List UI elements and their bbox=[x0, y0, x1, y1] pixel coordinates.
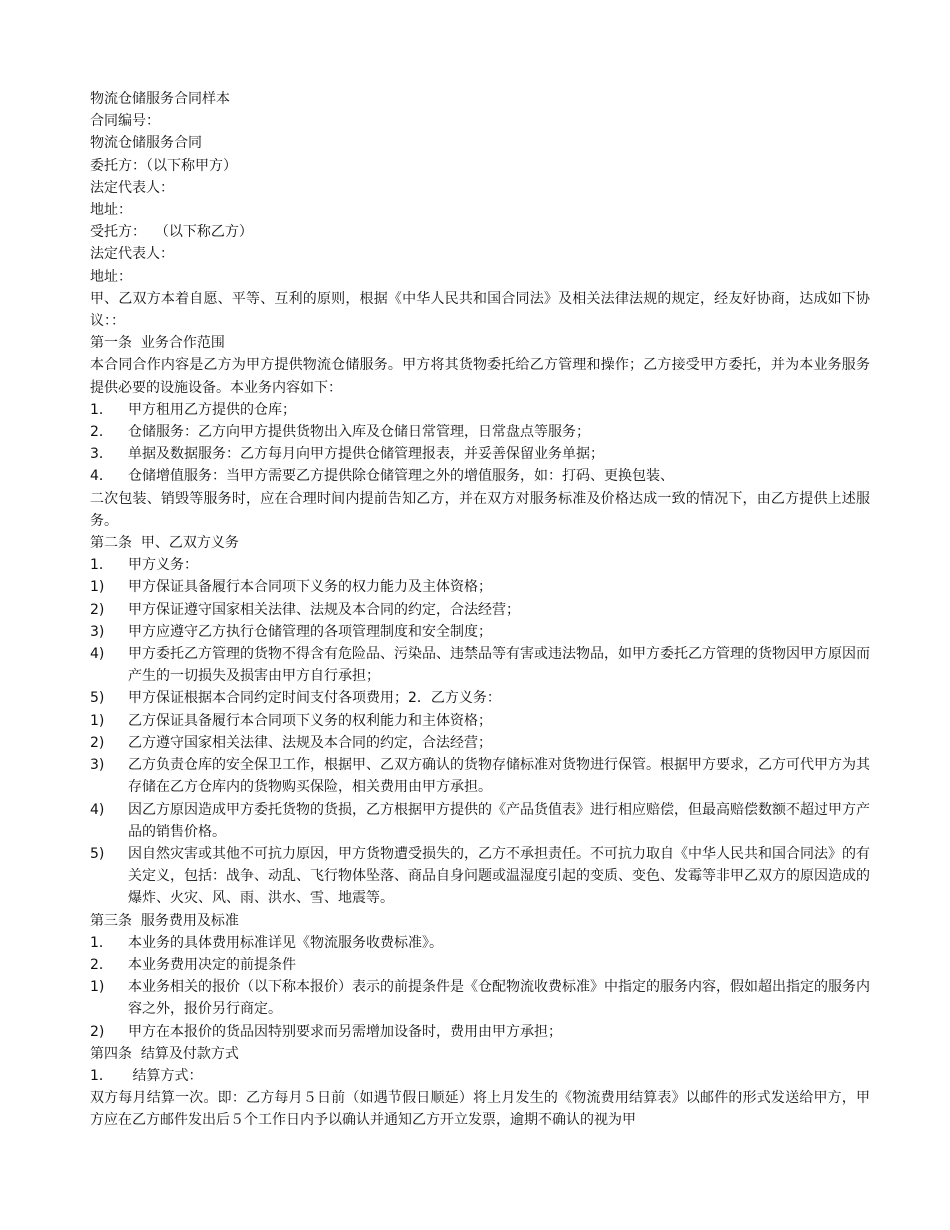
list-text: 单据及数据服务：乙方每月向甲方提供仓储管理报表，并妥善保留业务单据； bbox=[128, 446, 604, 463]
list-item bbox=[90, 1065, 870, 1087]
list-number: 2) bbox=[90, 601, 105, 618]
list-text: 本业务费用决定的前提条件 bbox=[128, 956, 296, 973]
list-number: 5) bbox=[90, 845, 105, 862]
list-number: 2． bbox=[90, 956, 113, 973]
list-item bbox=[90, 621, 870, 643]
party-a-address: 地址： bbox=[90, 202, 132, 219]
list-number: 4) bbox=[90, 646, 105, 663]
list-number: 1) bbox=[90, 979, 105, 996]
list-number: 3． bbox=[90, 446, 113, 463]
list-item bbox=[90, 799, 870, 843]
contract-document bbox=[90, 88, 870, 1132]
list-item bbox=[90, 687, 870, 709]
list-number: 1． bbox=[90, 401, 113, 418]
list-text: 甲方应遵守乙方执行仓储管理的各项管理制度和安全制度； bbox=[128, 623, 492, 640]
article-1-intro: 本合同合作内容是乙方为甲方提供物流仓储服务。甲方将其货物委托给乙方管理和操作；乙方接受甲方委托，并为本业务服务提供必要的设施设备。本业务内容如下： bbox=[90, 357, 870, 396]
list-text: 乙方保证具备履行本合同项下义务的权利能力和主体资格； bbox=[128, 712, 492, 729]
party-b-address: 地址： bbox=[90, 268, 132, 285]
list-text: 因自然灾害或其他不可抗力原因，甲方货物遭受损失的，乙方不承担责任。不可抗力取自《中华人民共和国合同法》的有关定义，包括：战争、动乱、飞行物体坠落、商品自身问题或温湿度引起的变质、变色、发霉等非甲乙双方的原因造成的爆炸、火灾、风、雨、洪水、雪、地震等。 bbox=[128, 845, 870, 907]
list-number: 3) bbox=[90, 757, 105, 774]
list-number: 2) bbox=[90, 734, 105, 751]
list-item bbox=[90, 465, 870, 487]
party-a-representative: 法定代表人： bbox=[90, 179, 174, 196]
contract-number-label: 合同编号： bbox=[90, 113, 160, 130]
list-item bbox=[90, 710, 870, 732]
article-1-heading: 第一条 业务合作范围 bbox=[90, 335, 225, 352]
list-text: 甲方租用乙方提供的仓库； bbox=[128, 401, 296, 418]
article-3-heading: 第三条 服务费用及标准 bbox=[90, 912, 239, 929]
list-number: 1． bbox=[90, 557, 113, 574]
article-4-paragraph: 双方每月结算一次。即：乙方每月５日前（如遇节假日顺延）将上月发生的《物流费用结算表》以邮件的形式发送给甲方，甲方应在乙方邮件发出后５个工作日内予以确认并通知乙方开立发票，逾期不确认的视为甲 bbox=[90, 1090, 870, 1129]
list-text: 本业务相关的报价（以下称本报价）表示的前提条件是《仓配物流收费标准》中指定的服务内容，假如超出指定的服务内容之外，报价另行商定。 bbox=[128, 979, 870, 1018]
list-number: 1) bbox=[90, 712, 105, 729]
list-text: 甲方保证根据本合同约定时间支付各项费用；2．乙方义务： bbox=[128, 690, 501, 707]
list-item bbox=[90, 421, 870, 443]
document-title: 物流仓储服务合同样本 bbox=[90, 91, 230, 107]
list-item bbox=[90, 976, 870, 1020]
list-number: 1． bbox=[90, 1067, 113, 1084]
list-item bbox=[90, 443, 870, 465]
list-item bbox=[90, 1021, 870, 1043]
list-number: 4) bbox=[90, 801, 105, 818]
list-text: 甲方保证遵守国家相关法律、法规及本合同的约定，合法经营； bbox=[128, 601, 520, 618]
list-item bbox=[90, 754, 870, 798]
party-b-representative: 法定代表人： bbox=[90, 246, 174, 263]
list-text: 乙方负责仓库的安全保卫工作，根据甲、乙双方确认的货物存储标准对货物进行保管。根据甲方要求，乙方可代甲方为其存储在乙方仓库内的货物购买保险，相关费用由甲方承担。 bbox=[128, 757, 870, 796]
preamble-paragraph: 甲、乙双方本着自愿、平等、互利的原则，根据《中华人民共和国合同法》及相关法律法规的规定，经友好协商，达成如下协议：： bbox=[90, 290, 870, 330]
list-item bbox=[90, 954, 870, 976]
list-text: 甲方委托乙方管理的货物不得含有危险品、污染品、违禁品等有害或违法物品，如甲方委托乙方管理的货物因甲方原因而产生的一切损失及损害由甲方自行承担； bbox=[128, 646, 870, 685]
list-number: 5) bbox=[90, 690, 105, 707]
list-number: 2) bbox=[90, 1023, 105, 1040]
list-item bbox=[90, 599, 870, 621]
article-4-heading: 第四条 结算及付款方式 bbox=[90, 1045, 239, 1062]
list-text: 结算方式： bbox=[128, 1067, 203, 1084]
list-text: 本业务的具体费用标准详见《物流服务收费标准》。 bbox=[128, 934, 443, 951]
list-number: 3) bbox=[90, 623, 105, 640]
list-text: 仓储增值服务：当甲方需要乙方提供除仓储管理之外的增值服务，如：打码、更换包装、 bbox=[128, 468, 674, 485]
list-item bbox=[90, 932, 870, 954]
list-number: 2． bbox=[90, 424, 113, 441]
list-item bbox=[90, 399, 870, 421]
list-text: 甲方保证具备履行本合同项下义务的权力能力及主体资格； bbox=[128, 579, 492, 596]
party-b-line: 受托方： （以下称乙方） bbox=[90, 224, 253, 241]
article-1-continuation: 二次包装、销毁等服务时，应在合理时间内提前告知乙方，并在双方对服务标准及价格达成一致的情况下，由乙方提供上述服务。 bbox=[90, 490, 870, 529]
article-2-heading: 第二条 甲、乙双方义务 bbox=[90, 535, 239, 552]
list-item bbox=[90, 732, 870, 754]
list-text: 仓储服务：乙方向甲方提供货物出入库及仓储日常管理，日常盘点等服务； bbox=[128, 424, 590, 441]
party-a-line: 委托方：（以下称甲方） bbox=[90, 157, 237, 174]
list-item bbox=[90, 576, 870, 598]
list-text: 乙方遵守国家相关法律、法规及本合同的约定，合法经营； bbox=[128, 734, 492, 751]
list-item bbox=[90, 843, 870, 910]
contract-subtitle: 物流仓储服务合同 bbox=[90, 135, 202, 152]
list-number: 4． bbox=[90, 468, 113, 485]
list-number: 1) bbox=[90, 579, 105, 596]
list-item bbox=[90, 554, 870, 576]
list-item bbox=[90, 643, 870, 687]
list-text: 甲方义务： bbox=[128, 557, 198, 574]
list-number: 1． bbox=[90, 934, 113, 951]
list-text: 因乙方原因造成甲方委托货物的货损，乙方根据甲方提供的《产品货值表》进行相应赔偿，但最高赔偿数额不超过甲方产品的销售价格。 bbox=[128, 801, 870, 840]
list-text: 甲方在本报价的货品因特别要求而另需增加设备时，费用由甲方承担； bbox=[128, 1023, 562, 1040]
